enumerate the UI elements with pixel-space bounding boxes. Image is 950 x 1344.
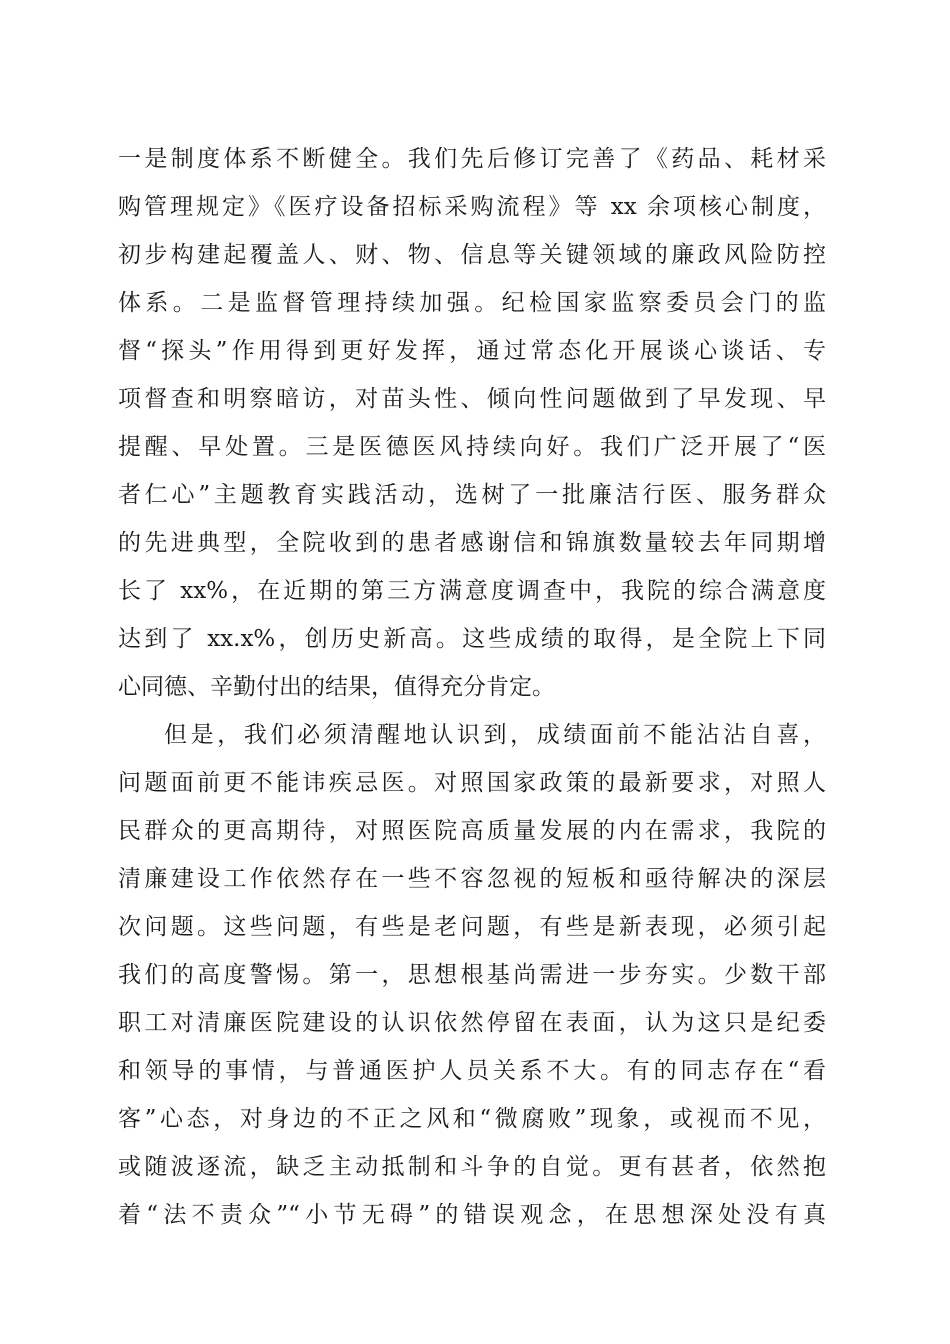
text-line: 项督查和明察暗访，对苗头性、倾向性问题做到了早发现、早	[118, 386, 826, 412]
text-line: 提醒、早处置。三是医德医风持续向好。我们广泛开展了“医	[118, 434, 826, 460]
text-line: 清廉建设工作依然存在一些不容忽视的短板和亟待解决的深层	[118, 866, 826, 892]
text-line: 问题面前更不能讳疾忌医。对照国家政策的最新要求，对照人	[118, 770, 826, 796]
text-line: 的先进典型，全院收到的患者感谢信和锦旗数量较去年同期增	[118, 530, 826, 556]
text-line: 者仁心”主题教育实践活动，选树了一批廉洁行医、服务群众	[118, 482, 826, 508]
text-line: 或随波逐流，缺乏主动抵制和斗争的自觉。更有甚者，依然抱	[118, 1154, 826, 1180]
text-line: 体系。二是监督管理持续加强。纪检国家监察委员会门的监	[118, 290, 826, 316]
text-line: 着“法不责众”“小节无碍”的错误观念，在思想深处没有真	[118, 1202, 826, 1228]
text-line: 次问题。这些问题，有些是老问题，有些是新表现，必须引起	[118, 914, 826, 940]
text-line: 但是，我们必须清醒地认识到，成绩面前不能沾沾自喜，	[164, 722, 826, 748]
text-line: 一是制度体系不断健全。我们先后修订完善了《药品、耗材采	[118, 146, 826, 172]
text-line: 购管理规定》《医疗设备招标采购流程》等 xx 余项核心制度，	[118, 194, 826, 220]
text-line: 客”心态，对身边的不正之风和“微腐败”现象，或视而不见，	[118, 1106, 826, 1132]
text-line: 民群众的更高期待，对照医院高质量发展的内在需求，我院的	[118, 818, 826, 844]
text-line: 督“探头”作用得到更好发挥，通过常态化开展谈心谈话、专	[118, 338, 826, 364]
text-line: 心同德、辛勤付出的结果，值得充分肯定。	[118, 674, 555, 700]
text-line: 长了 xx%，在近期的第三方满意度调查中，我院的综合满意度	[118, 578, 826, 604]
text-line: 和领导的事情，与普通医护人员关系不大。有的同志存在“看	[118, 1058, 826, 1084]
text-line: 职工对清廉医院建设的认识依然停留在表面，认为这只是纪委	[118, 1010, 826, 1036]
text-line: 达到了 xx.x%，创历史新高。这些成绩的取得，是全院上下同	[118, 626, 826, 652]
text-line: 初步构建起覆盖人、财、物、信息等关键领域的廉政风险防控	[118, 242, 826, 268]
text-line: 我们的高度警惕。第一，思想根基尚需进一步夯实。少数干部	[118, 962, 826, 988]
